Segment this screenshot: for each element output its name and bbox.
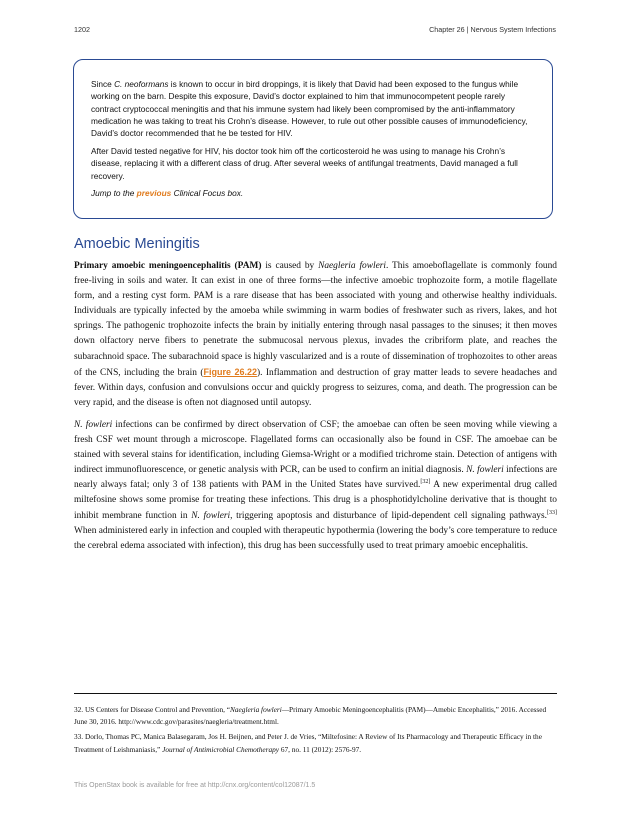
running-head — [74, 25, 556, 37]
footnote-ref-33[interactable]: [33] — [546, 509, 557, 516]
clinical-focus-paragraph-1: Since C. neoformans is known to occur in bird droppings, it is likely that David had been exposed to the fungus while working on the barn. Despite this exposure, David’s doctor explained to him that immunocompetent people rarely contract cryptococcal meningitis and that his immune system had likely been compromised by the anti-inflammatory medication he was taking to treat his Crohn’s disease. However, to rule out other possible causes of immunodeficiency, David’s doctor recommended that he be tested for HIV. — [91, 79, 528, 139]
jump-line: Jump to the previous Clinical Focus box. — [91, 188, 244, 199]
chapter-title: Chapter 26 | Nervous System Infections — [429, 25, 556, 34]
clinical-focus-paragraph-2: After David tested negative for HIV, his doctor took him off the corticosteroid he was using to manage his Crohn’s disease, replacing it with a different class of drug. After several weeks of antifungal treatments, David managed a full recovery. — [91, 145, 518, 181]
body-paragraph-1: Primary amoebic meningoencephalitis (PAM) is caused by Naegleria fowleri. This amoeboflagellate is commonly found free-living in soils and water. It can exist in one of three forms—the infective amoebic trophozoite form, a motile flagellate form, and a resting cyst form. PAM is a rare disease that has been associated with young and otherwise healthy individuals. Individuals are typically infected by the amoeba while swimming in warm bodies of freshwater such as rivers, lakes, and hot springs. The pathogenic trophozoite infects the brain by initially entering through nasal passages to the sinuses; it then moves down olfactory nerve fibers to penetrate the submucosal nervous plexus, invades the cribriform plate, and reaches the subarachnoid space. The subarachnoid space is highly vascularized and is a route of dissemination of trophozoites to other areas of the CNS, including the brain (Figure 26.22). Inflammation and destruction of gray matter leads to severe headaches and fever. Within days, confusion and convulsions occur and quickly progress to seizures, coma, and death. The progression can be very rapid, and the disease is often not diagnosed until autopsy. — [74, 261, 557, 408]
footnote-33: 33. Dorlo, Thomas PC, Manica Balasegaram, Jos H. Beijnen, and Peter J. de Vries, “Miltefosine: A Review of Its Pharmacology and Therapeutic Efficacy in the Treatment of Leishmaniasis,” Journal of Antimicrobial Chemotherapy 67, no. 11 (2012): 2576-97. — [74, 732, 542, 754]
page-number: 1202 — [74, 25, 90, 34]
body-paragraph-2: N. fowleri infections can be confirmed by direct observation of CSF; the amoebae can often be seen moving while viewing a fresh CSF wet mount through a microscope. Flagellated forms can occasionally also be found in CSF. The amoebae can be stained with several stains for identification, including Giemsa-Wright or a modified trichrome stain. Detection of antigens with indirect immunofluorescence, or genetic analysis with PCR, can be used to confirm an initial diagnosis. N. fowleri infections are nearly always fatal; only 3 of 138 patients with PAM in the United States have survived.[32] A new experimental drug called miltefosine shows some promise for treating these infections. This drug is a phosphotidylcholine derivative that is thought to inhibit membrane function in N. fowleri, triggering apoptosis and disturbance of lipid-dependent cell signaling pathways.[33] When administered early in infection and coupled with therapeutic hypothermia (lowering the body’s core temperature to reduce the cerebral edema associated with infection), this drug has been successfully used to treat primary amoebic encephalitis. — [74, 419, 557, 551]
organism-name: C. neoformans — [114, 79, 169, 89]
footnote-divider — [74, 693, 557, 694]
footnote-32: 32. US Centers for Disease Control and Prevention, “Naegleria fowleri—Primary Amoebic Meningoencephalitis (PAM)—Amebic Encephalitis,” 2016. Accessed June 30, 2016. http://www.cdc.gov/parasites/naegleria/treatment.html. — [74, 705, 547, 727]
footnote-ref-32[interactable]: [32] — [420, 479, 431, 486]
organism-name: N. fowleri — [191, 510, 231, 521]
organism-name: Naegleria fowleri — [318, 261, 387, 271]
section-body — [74, 259, 557, 561]
key-term: Primary amoebic meningoencephalitis (PAM) — [74, 261, 262, 271]
organism-name: N. fowleri — [74, 419, 113, 430]
section-heading: Amoebic Meningitis — [74, 236, 200, 252]
figure-link[interactable]: Figure 26.22 — [203, 366, 258, 377]
footnotes — [74, 704, 557, 759]
organism-name: N. fowleri — [466, 465, 504, 476]
clinical-focus-box — [73, 59, 553, 219]
page-footer: This OpenStax book is available for free at http://cnx.org/content/col12087/1.5 — [74, 782, 316, 789]
previous-clinical-focus-link[interactable]: previous — [136, 188, 172, 199]
